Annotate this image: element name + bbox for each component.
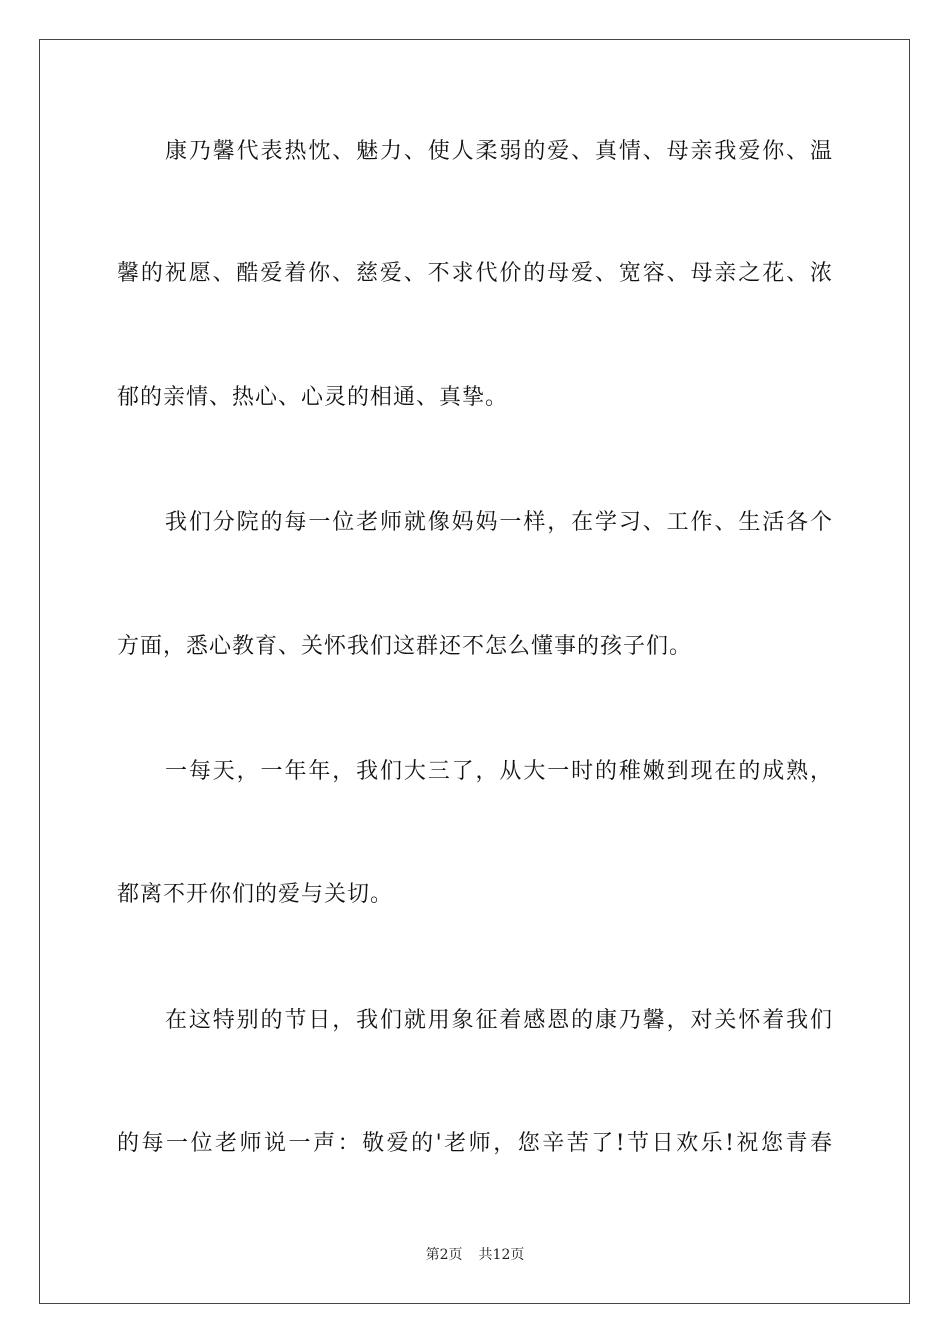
paragraph-3-line-2: 都离不开你们的爱与关切。	[117, 882, 394, 907]
paragraph-1-line-3: 郁的亲情、热心、心灵的相通、真挚。	[117, 385, 509, 410]
paragraph-1-line-2: 馨的祝愿、酷爱着你、慈爱、不求代价的母爱、宽容、母亲之花、浓	[117, 261, 833, 286]
paragraph-2-line-1: 我们分院的每一位老师就像妈妈一样，在学习、工作、生活各个	[165, 510, 833, 535]
page-border	[39, 39, 910, 1304]
paragraph-3-line-1: 一每天，一年年，我们大三了，从大一时的稚嫩到现在的成熟，	[165, 759, 833, 784]
page-number: 第2页	[425, 1247, 463, 1263]
paragraph-4-line-2: 的每一位老师说一声：敬爱的'老师，您辛苦了!节日欢乐!祝您青春	[117, 1131, 833, 1156]
page-footer	[0, 1246, 950, 1264]
paragraph-2-line-2: 方面，悉心教育、关怀我们这群还不怎么懂事的孩子们。	[117, 634, 693, 659]
paragraph-4-line-1: 在这特别的节日，我们就用象征着感恩的康乃馨，对关怀着我们	[165, 1008, 833, 1033]
paragraph-1-line-1: 康乃馨代表热忱、魅力、使人柔弱的爱、真情、母亲我爱你、温	[165, 139, 833, 164]
total-pages: 共12页	[478, 1247, 525, 1263]
